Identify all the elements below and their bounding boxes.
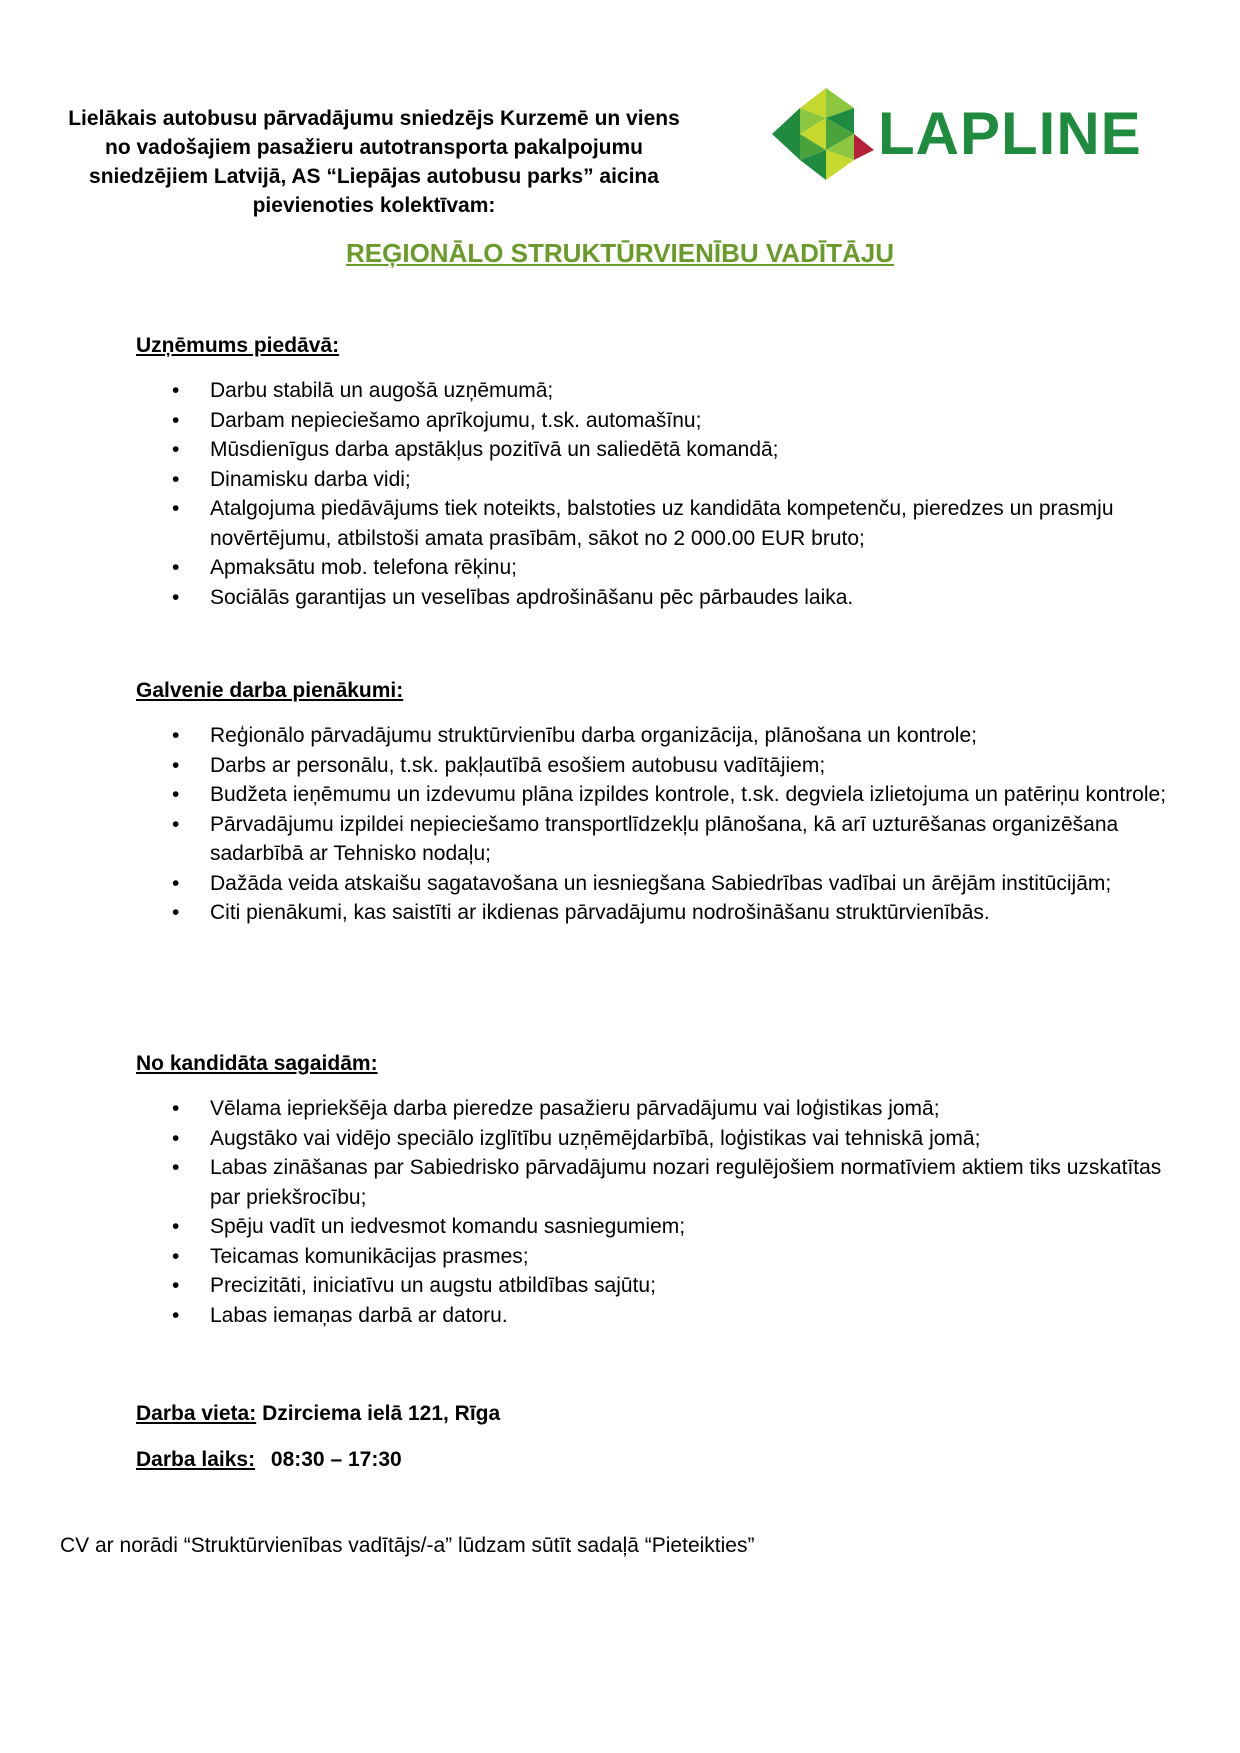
list-item: • Reģionālo pārvadājumu struktūrvienību darba organizācija, plānošana un kontrole; bbox=[136, 721, 1176, 751]
requirements-section bbox=[136, 1050, 1176, 1330]
list-item: • Apmaksātu mob. telefona rēķinu; bbox=[136, 553, 1176, 583]
list-item: • Vēlama iepriekšēja darba pieredze pasažieru pārvadājumu vai loģistikas jomā; bbox=[136, 1094, 1176, 1124]
hours-label: Darba laiks: bbox=[136, 1448, 256, 1471]
hours-line bbox=[136, 1446, 402, 1474]
requirements-list bbox=[136, 1094, 1176, 1330]
job-title: REĢIONĀLO STRUKTŪRVIENĪBU VADĪTĀJU bbox=[346, 238, 894, 268]
list-item: • Labas iemaņas darbā ar datoru. bbox=[136, 1301, 1176, 1331]
lapline-logo-text: LAPLINE bbox=[878, 100, 1142, 167]
list-item: • Darbs ar personālu, t.sk. pakļautībā esošiem autobusu vadītājiem; bbox=[136, 751, 1176, 781]
lapline-logo-icon bbox=[768, 88, 878, 180]
duties-heading: Galvenie darba pienākumi: bbox=[136, 679, 404, 702]
intro-text: Lielākais autobusu pārvadājumu sniedzējs Kurzemē un viens no vadošajiem pasažieru autotransporta pakalpojumu sniedzējiem Latvijā, AS “Liepājas autobusu parks” aicina pievienoties kolektīvam: bbox=[68, 107, 680, 217]
list-item: • Atalgojuma piedāvājums tiek noteikts, balstoties uz kandidāta kompetenču, pieredzes un prasmju novērtējumu, atbilstoši amata prasībām, sākot no 2 000.00 EUR bruto; bbox=[136, 494, 1176, 553]
offer-heading: Uzņēmums piedāvā: bbox=[136, 334, 340, 357]
list-item: • Augstāko vai vidējo speciālo izglītību uzņēmējdarbībā, loģistikas vai tehniskā jomā; bbox=[136, 1124, 1176, 1154]
list-item: • Pārvadājumu izpildei nepieciešamo transportlīdzekļu plānošana, kā arī uzturēšanas organizēšana sadarbībā ar Tehnisko nodaļu; bbox=[136, 810, 1176, 869]
list-item: • Citi pienākumi, kas saistīti ar ikdienas pārvadājumu nodrošināšanu struktūrvienībās. bbox=[136, 898, 1176, 928]
lapline-logo bbox=[768, 88, 1188, 208]
list-item: • Teicamas komunikācijas prasmes; bbox=[136, 1242, 1176, 1272]
list-item: • Labas zināšanas par Sabiedrisko pārvadājumu nozari regulējošiem normatīviem aktiem tiks uzskatītas par priekšrocību; bbox=[136, 1153, 1176, 1212]
duties-list bbox=[136, 721, 1176, 928]
requirements-heading: No kandidāta sagaidām: bbox=[136, 1052, 378, 1075]
list-item: • Spēju vadīt un iedvesmot komandu sasniegumiem; bbox=[136, 1212, 1176, 1242]
list-item: • Budžeta ieņēmumu un izdevumu plāna izpildes kontrole, t.sk. degviela izlietojuma un patēriņu kontrole; bbox=[136, 780, 1176, 810]
list-item: • Precizitāti, iniciatīvu un augstu atbildības sajūtu; bbox=[136, 1271, 1176, 1301]
workplace-line bbox=[136, 1400, 500, 1428]
list-item: • Dažāda veida atskaišu sagatavošana un iesniegšana Sabiedrības vadībai un ārējām institūcijām; bbox=[136, 869, 1176, 899]
list-item: • Darbam nepieciešamo aprīkojumu, t.sk. automašīnu; bbox=[136, 406, 1176, 436]
workplace-value: Dzirciema ielā 121, Rīga bbox=[262, 1402, 501, 1425]
hours-value: 08:30 – 17:30 bbox=[270, 1448, 402, 1471]
list-item: • Mūsdienīgus darba apstākļus pozitīvā un saliedētā komandā; bbox=[136, 435, 1176, 465]
application-note: CV ar norādi “Struktūrvienības vadītājs/-a” lūdzam sūtīt sadaļā “Pieteikties” bbox=[60, 1534, 755, 1557]
offer-section bbox=[136, 332, 1176, 612]
workplace-label: Darba vieta: bbox=[136, 1402, 257, 1425]
list-item: • Darbu stabilā un augošā uzņēmumā; bbox=[136, 376, 1176, 406]
list-item: • Dinamisku darba vidi; bbox=[136, 465, 1176, 495]
duties-section bbox=[136, 677, 1176, 928]
offer-list bbox=[136, 376, 1176, 612]
list-item: • Sociālās garantijas un veselības apdrošināšanu pēc pārbaudes laika. bbox=[136, 583, 1176, 613]
